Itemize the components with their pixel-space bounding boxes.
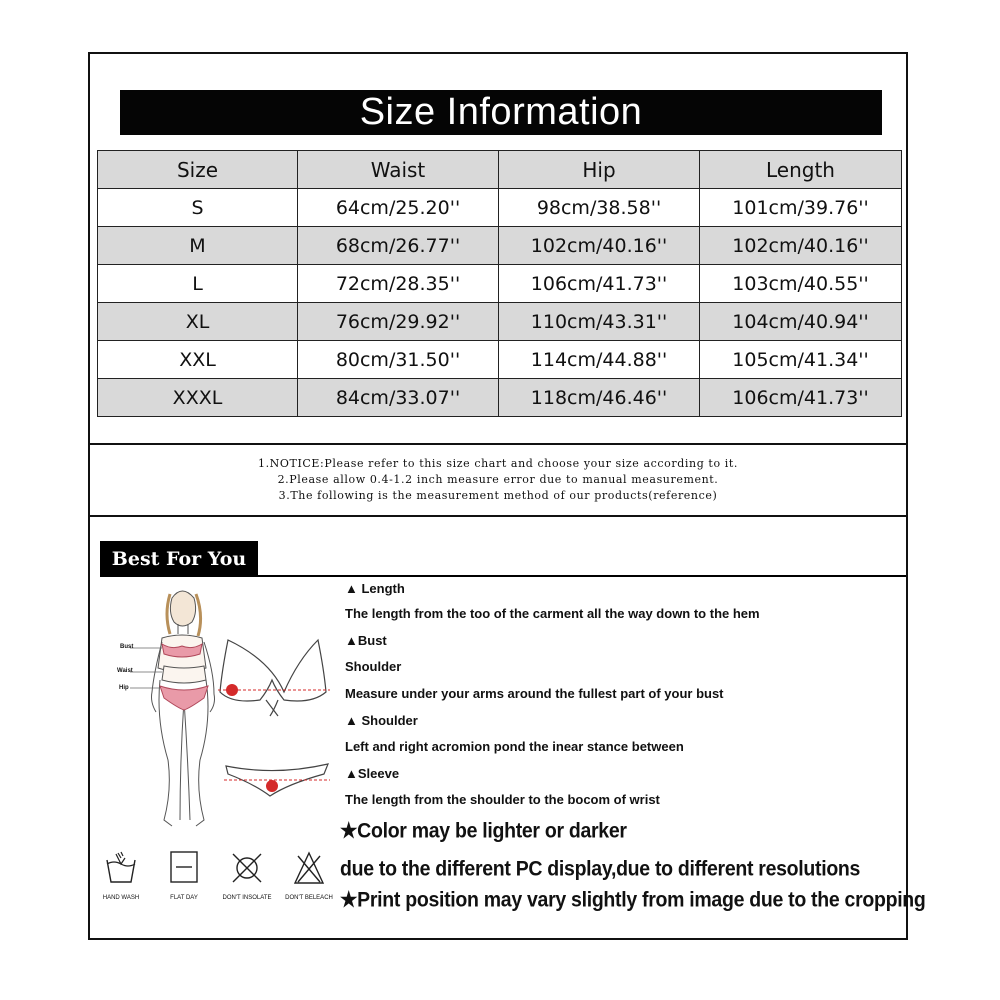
desc-sleeve-text: The length from the shoulder to the bocom of wrist (345, 792, 660, 807)
cell-length: 103cm/40.55'' (700, 265, 902, 303)
cell-hip: 98cm/38.58'' (499, 189, 700, 227)
cell-length: 102cm/40.16'' (700, 227, 902, 265)
do-not-insolate-icon (230, 850, 264, 886)
hip-label: Hip (119, 685, 129, 691)
cell-length: 104cm/40.94'' (700, 303, 902, 341)
cell-waist: 64cm/25.20'' (298, 189, 499, 227)
note-color: ★Color may be lighter or darker (340, 819, 627, 843)
size-table (97, 150, 902, 417)
notice-block (90, 456, 906, 504)
bra-diagram (220, 640, 326, 716)
cell-hip: 114cm/44.88'' (499, 341, 700, 379)
do-not-bleach-icon (292, 850, 326, 886)
care-label: HAND WASH (102, 895, 140, 901)
table-row (98, 189, 902, 227)
measurement-illustration (100, 580, 340, 845)
cell-size: S (98, 189, 298, 227)
section-underline (100, 575, 906, 577)
divider (88, 443, 908, 445)
cell-waist: 72cm/28.35'' (298, 265, 499, 303)
table-row (98, 265, 902, 303)
cell-hip: 102cm/40.16'' (499, 227, 700, 265)
cell-waist: 76cm/29.92'' (298, 303, 499, 341)
bust-label: Bust (120, 644, 134, 650)
cell-size: XXL (98, 341, 298, 379)
page-title: Size Information (120, 90, 882, 135)
cell-length: 106cm/41.73'' (700, 379, 902, 417)
care-no-insolate (222, 850, 272, 901)
notice-line: 1.NOTICE:Please refer to this size chart and choose your size according to it. (257, 457, 739, 470)
cell-length: 101cm/39.76'' (700, 189, 902, 227)
column-header-waist: Waist (298, 151, 499, 189)
table-row (98, 303, 902, 341)
waist-label: Waist (117, 668, 133, 674)
notice-line: 2.Please allow 0.4-1.2 inch measure error due to manual measurement. (277, 473, 719, 486)
desc-shoulder-sub: Shoulder (345, 659, 402, 674)
cell-waist: 68cm/26.77'' (298, 227, 499, 265)
table-row (98, 379, 902, 417)
notice-line: 3.The following is the measurement method of our products(reference) (278, 489, 718, 502)
desc-shoulder-heading: ▲ Shoulder (345, 713, 418, 728)
flat-dry-icon (169, 850, 199, 886)
desc-length-text: The length from the too of the carment all the way down to the hem (345, 606, 760, 621)
cell-size: L (98, 265, 298, 303)
table-row (98, 341, 902, 379)
hip-marker (266, 780, 278, 792)
cell-length: 105cm/41.34'' (700, 341, 902, 379)
cell-waist: 84cm/33.07'' (298, 379, 499, 417)
desc-bust-text: Measure under your arms around the fullest part of your bust (345, 686, 724, 701)
cell-hip: 118cm/46.46'' (499, 379, 700, 417)
divider (88, 515, 908, 517)
cell-hip: 110cm/43.31'' (499, 303, 700, 341)
care-label: DON'T BELEACH (285, 895, 333, 901)
note-print: ★Print position may vary slightly from image due to the cropping (340, 888, 926, 912)
hand-wash-icon (104, 850, 138, 886)
bust-marker (226, 684, 238, 696)
care-label: DON'T INSOLATE (222, 895, 272, 901)
column-header-hip: Hip (499, 151, 700, 189)
cell-size: M (98, 227, 298, 265)
cell-size: XL (98, 303, 298, 341)
table-row (98, 227, 902, 265)
column-header-length: Length (700, 151, 902, 189)
figure-bottom (160, 686, 208, 710)
desc-sleeve-heading: ▲Sleeve (345, 766, 400, 781)
desc-length-heading: ▲ Length (345, 581, 405, 596)
care-no-bleach (284, 850, 334, 901)
best-for-you-tab: Best For You (100, 541, 258, 576)
desc-shoulder-text: Left and right acromion pond the inear stance between (345, 739, 684, 754)
care-hand-wash (100, 850, 142, 901)
care-label: FLAT DAY (170, 895, 198, 901)
cell-size: XXXL (98, 379, 298, 417)
cell-waist: 80cm/31.50'' (298, 341, 499, 379)
cell-hip: 106cm/41.73'' (499, 265, 700, 303)
desc-bust-heading: ▲Bust (345, 633, 387, 648)
table-header-row (98, 151, 902, 189)
note-display: due to the different PC display,due to different resolutions (340, 857, 861, 881)
care-flat-dry (162, 850, 206, 901)
column-header-size: Size (98, 151, 298, 189)
